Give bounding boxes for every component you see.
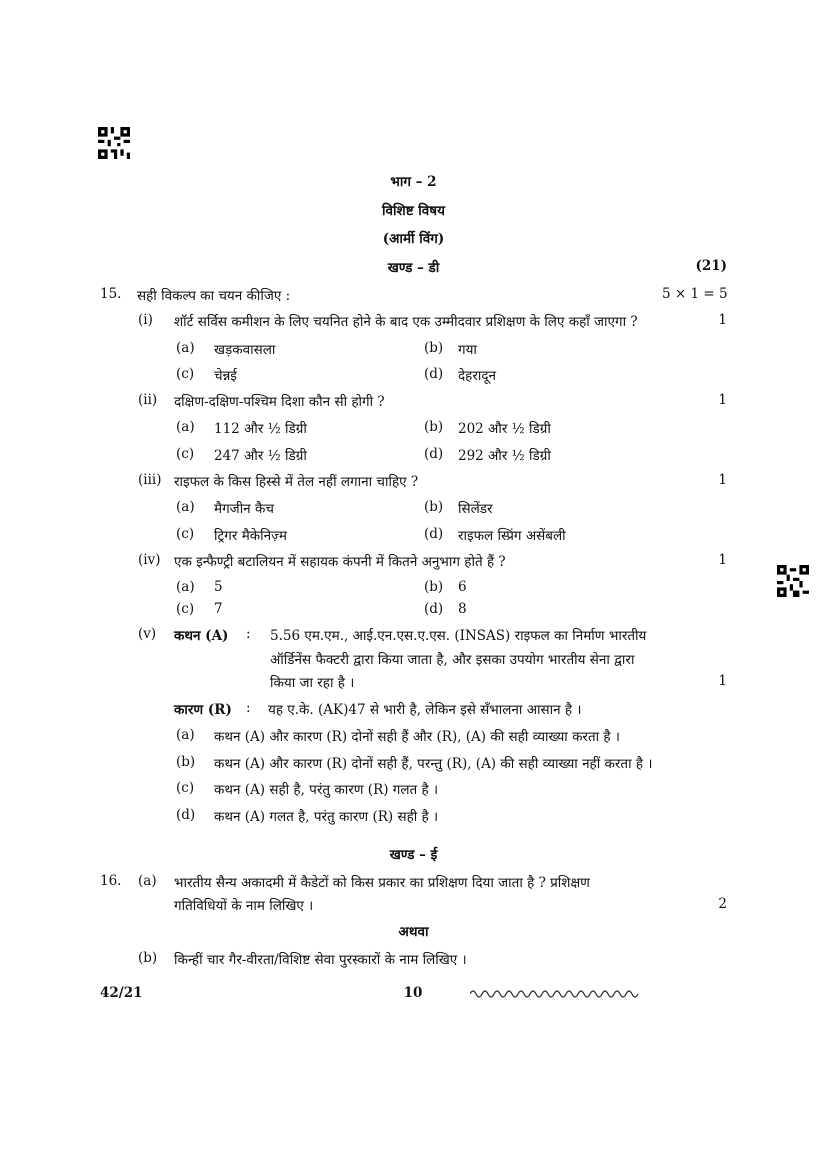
option-label: (b) xyxy=(176,754,196,770)
reason-text: यह ए.के. (AK)47 से भारी है, लेकिन इसे सँभालना आसान है । xyxy=(268,702,582,718)
option-label: (c) xyxy=(176,446,195,462)
qr-code-right xyxy=(776,565,810,597)
q15-part-text: दक्षिण-दक्षिण-पश्चिम दिशा कौन सी होगी ? xyxy=(174,394,385,410)
option-label: (b) xyxy=(424,499,444,515)
section-e-heading: खण्ड – ई xyxy=(389,847,438,863)
qr-code-top-left xyxy=(97,127,131,159)
decorative-wavy-line xyxy=(470,988,642,998)
assertion-label: कथन (A) xyxy=(174,628,229,644)
option-label: (a) xyxy=(176,579,195,595)
wing-heading: (आर्मी विंग) xyxy=(382,231,445,247)
section-d-heading: खण्ड – डी xyxy=(387,260,440,276)
option-label: (a) xyxy=(176,727,195,743)
reason-colon: : xyxy=(246,700,251,716)
q15-part-label: (ii) xyxy=(138,392,158,408)
option-text: चेन्नई xyxy=(214,368,237,384)
q16-number: 16. xyxy=(100,873,122,889)
paper-code: 42/21 xyxy=(100,985,143,1001)
q15-part-text: राइफल के किस हिस्से में तेल नहीं लगाना चाहिए ? xyxy=(174,474,419,490)
option-label: (c) xyxy=(176,601,195,617)
option-text: खड़कवासला xyxy=(214,342,276,358)
q16-b-label: (b) xyxy=(138,950,158,966)
option-label: (d) xyxy=(424,601,444,617)
q15-part-label: (i) xyxy=(138,312,153,328)
assertion-text-line3: किया जा रहा है । xyxy=(270,675,355,691)
option-label: (b) xyxy=(424,579,444,595)
option-label: (d) xyxy=(424,366,444,382)
option-text: राइफल स्प्रिंग असेंबली xyxy=(458,528,566,544)
q16-a-text-line2: गतिविधियों के नाम लिखिए । xyxy=(174,898,314,914)
assertion-text-line1: 5.56 एम.एम., आई.एन.एस.ए.एस. (INSAS) राइफल का निर्माण भारतीय xyxy=(270,628,647,644)
option-label: (d) xyxy=(424,526,444,542)
q15-part-label: (iv) xyxy=(138,552,161,568)
option-text: ट्रिगर मैकेनिज़्म xyxy=(214,528,287,544)
option-text: कथन (A) और कारण (R) दोनों सही हैं, परन्तु (R), (A) की सही व्याख्या नहीं करता है । xyxy=(214,756,653,772)
option-text: 6 xyxy=(458,579,467,595)
or-divider: अथवा xyxy=(398,924,429,940)
q15-part-mark: 1 xyxy=(718,472,727,488)
assertion-text-line2: ऑर्डिनेंस फैक्टरी द्वारा किया जाता है, और इसका उपयोग भारतीय सेना द्वारा xyxy=(270,652,635,668)
q15-part-text: शॉर्ट सर्विस कमीशन के लिए चयनित होने के बाद एक उम्मीदवार प्रशिक्षण के लिए कहाँ जाएगा ? xyxy=(174,314,638,330)
q15-part-mark: 1 xyxy=(718,312,727,328)
option-label: (b) xyxy=(424,419,444,435)
option-label: (c) xyxy=(176,526,195,542)
option-text: 292 और ½ डिग्री xyxy=(458,448,551,464)
option-text: मैगजीन कैच xyxy=(214,501,274,517)
part-heading: भाग – 2 xyxy=(390,174,437,190)
q15-marks: 5 × 1 = 5 xyxy=(662,286,728,302)
q15-part-mark: 1 xyxy=(718,552,727,568)
option-label: (b) xyxy=(424,340,444,356)
q16-mark: 2 xyxy=(718,896,727,912)
q15-part-mark: 1 xyxy=(718,392,727,408)
q15-text: सही विकल्प का चयन कीजिए : xyxy=(137,288,291,304)
assertion-colon: : xyxy=(246,626,251,642)
option-text: सिलेंडर xyxy=(458,501,493,517)
option-text: 8 xyxy=(458,601,467,617)
q15-number: 15. xyxy=(100,286,122,302)
q15-part-label: (v) xyxy=(138,626,157,642)
q15-part-text: एक इन्फैण्ट्री बटालियन में सहायक कंपनी में कितने अनुभाग होते हैं ? xyxy=(174,554,506,570)
option-text: 7 xyxy=(214,601,223,617)
q16-a-text-line1: भारतीय सैन्य अकादमी में कैडेटों को किस प्रकार का प्रशिक्षण दिया जाता है ? प्रशिक्षण xyxy=(174,875,590,891)
option-label: (a) xyxy=(176,419,195,435)
option-text: 5 xyxy=(214,579,223,595)
option-text: गया xyxy=(458,342,477,358)
option-text: कथन (A) और कारण (R) दोनों सही हैं और (R), (A) की सही व्याख्या करता है । xyxy=(214,729,621,745)
option-text: 247 और ½ डिग्री xyxy=(214,448,307,464)
page-number: 10 xyxy=(403,985,423,1001)
q16-a-label: (a) xyxy=(138,873,157,889)
option-label: (c) xyxy=(176,366,195,382)
option-text: कथन (A) गलत है, परंतु कारण (R) सही है । xyxy=(214,809,439,825)
option-label: (a) xyxy=(176,340,195,356)
option-label: (c) xyxy=(176,780,195,796)
option-text: 112 और ½ डिग्री xyxy=(214,421,307,437)
option-text: देहरादून xyxy=(458,368,497,384)
subject-heading: विशिष्ट विषय xyxy=(382,203,445,219)
q16-b-text: किन्हीं चार गैर-वीरता/विशिष्ट सेवा पुरस्कारों के नाम लिखिए । xyxy=(174,952,467,968)
q15-part-label: (iii) xyxy=(138,472,162,488)
option-text: 202 और ½ डिग्री xyxy=(458,421,551,437)
reason-label: कारण (R) xyxy=(174,702,232,718)
section-d-marks: (21) xyxy=(695,258,727,274)
q15-part-mark: 1 xyxy=(718,673,727,689)
option-label: (d) xyxy=(176,807,196,823)
option-text: कथन (A) सही है, परंतु कारण (R) गलत है । xyxy=(214,782,439,798)
option-label: (d) xyxy=(424,446,444,462)
option-label: (a) xyxy=(176,499,195,515)
